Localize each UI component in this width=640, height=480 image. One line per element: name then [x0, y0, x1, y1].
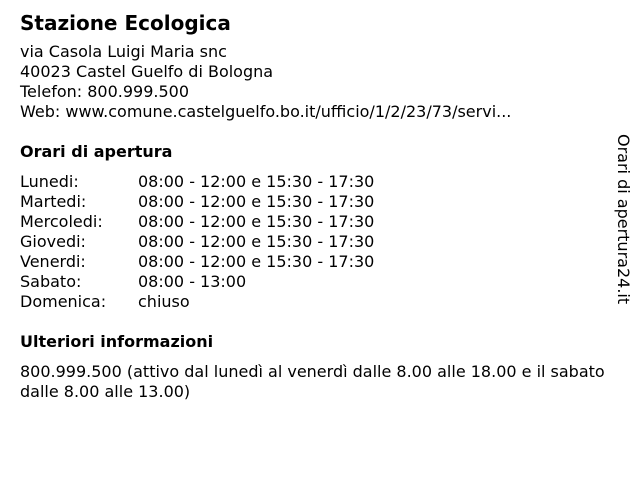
place-title: Stazione Ecologica: [20, 11, 231, 35]
address-city: 40023 Castel Guelfo di Bologna: [20, 62, 274, 81]
hours-day: Giovedi:: [20, 232, 86, 251]
hours-time: 08:00 - 12:00 e 15:30 - 17:30: [138, 192, 375, 211]
hours-row: [20, 272, 610, 292]
hours-row: [20, 172, 610, 192]
hours-time: 08:00 - 12:00 e 15:30 - 17:30: [138, 172, 375, 191]
brand-watermark: Orari di apertura24.it: [614, 134, 633, 305]
address-block: [20, 42, 610, 122]
hours-day: Martedi:: [20, 192, 87, 211]
hours-row: [20, 212, 610, 232]
hours-time: 08:00 - 12:00 e 15:30 - 17:30: [138, 232, 375, 251]
hours-row: [20, 252, 610, 272]
hours-row: [20, 192, 610, 212]
hours-day: Mercoledi:: [20, 212, 103, 231]
more-info-text: 800.999.500 (attivo dal lunedì al venerdì dalle 8.00 alle 18.00 e il sabato dalle 8.00 alle 13.00): [20, 362, 605, 401]
hours-time: 08:00 - 12:00 e 15:30 - 17:30: [138, 212, 375, 231]
more-info-heading: Ulteriori informazioni: [20, 332, 214, 351]
opening-hours-card: [20, 10, 610, 402]
hours-time: 08:00 - 12:00 e 15:30 - 17:30: [138, 252, 375, 271]
phone-line: Telefon: 800.999.500: [20, 82, 190, 101]
hours-row: [20, 232, 610, 252]
hours-time: 08:00 - 13:00: [138, 272, 247, 291]
address-street: via Casola Luigi Maria snc: [20, 42, 227, 61]
hours-heading: Orari di apertura: [20, 142, 173, 161]
hours-day: Domenica:: [20, 292, 107, 311]
hours-day: Lunedi:: [20, 172, 79, 191]
hours-table: [20, 172, 610, 312]
hours-day: Venerdi:: [20, 252, 86, 271]
web-line: Web: www.comune.castelguelfo.bo.it/ufficio/1/2/23/73/servi...: [20, 102, 512, 121]
hours-time: chiuso: [138, 292, 190, 311]
hours-row: [20, 292, 610, 312]
hours-day: Sabato:: [20, 272, 82, 291]
